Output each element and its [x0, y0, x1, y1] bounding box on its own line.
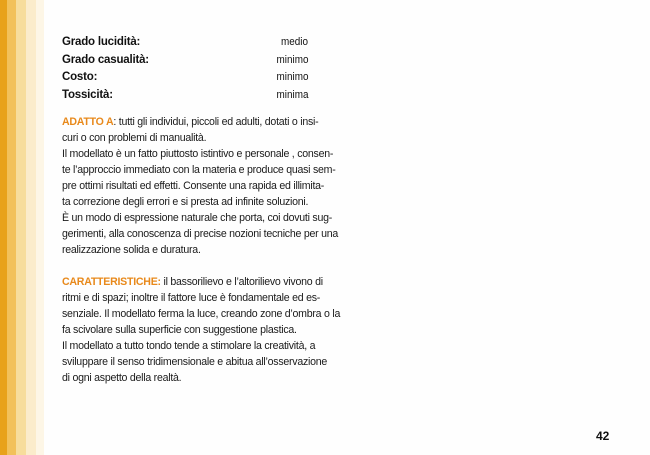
- text-line: realizzazione solida e duratura.: [62, 244, 201, 256]
- attribute-row: [62, 69, 308, 87]
- decorative-stripe: [7, 0, 16, 455]
- text-line: pre ottimi risultati ed effetti. Consente una rapida ed illimita-: [62, 180, 325, 192]
- decorative-stripe: [16, 0, 26, 455]
- attribute-row: [62, 34, 308, 52]
- attribute-value: minima: [276, 88, 308, 101]
- adatto-heading: ADATTO A: [62, 116, 114, 128]
- text-line: Il modellato è un fatto piuttosto istintivo e personale , consen-: [62, 148, 334, 160]
- text-line: sviluppare il senso tridimensionale e abitua all’osservazione: [62, 356, 328, 368]
- attribute-value: minimo: [276, 53, 308, 66]
- text-line: È un modo di espressione naturale che porta, coi dovuti sug-: [62, 212, 333, 224]
- attribute-label: Grado lucidità:: [62, 36, 141, 48]
- decorative-stripe: [0, 0, 7, 455]
- attribute-label: Costo:: [62, 71, 98, 83]
- caratteristiche-heading: CARATTERISTICHE:: [62, 276, 161, 288]
- attribute-row: [62, 52, 308, 70]
- text-line: ta correzione degli errori e si presta ad infinite soluzioni.: [62, 196, 309, 208]
- attribute-value: medio: [281, 36, 308, 48]
- text-line: CARATTERISTICHE: il bassorilievo e l’altorilievo vivono di: [62, 276, 323, 288]
- attribute-label: Grado casualità:: [62, 53, 149, 66]
- caratteristiche-paragraph: [62, 274, 341, 386]
- attribute-label: Tossicità:: [62, 88, 113, 101]
- text-line: fa scivolare sulla superficie con suggestione plastica.: [62, 324, 297, 336]
- text-line: te l’approccio immediato con la materia e produce quasi sem-: [62, 164, 336, 176]
- text-line: di ogni aspetto della realtà.: [62, 372, 182, 384]
- attribute-value: minimo: [276, 71, 308, 83]
- text-line: ADATTO A: tutti gli individui, piccoli ed adulti, dotati o insi-: [62, 116, 319, 128]
- text-line: senziale. Il modellato ferma la luce, creando zone d’ombra o la: [62, 308, 341, 320]
- decorative-stripe: [26, 0, 36, 455]
- decorative-stripe: [36, 0, 44, 455]
- page-number: 42: [596, 429, 610, 443]
- attribute-row: [62, 87, 308, 105]
- attributes-list: [62, 34, 308, 104]
- text-line: curi o con problemi di manualità.: [62, 132, 207, 144]
- text-line: ritmi e di spazi; inoltre il fattore luce è fondamentale ed es-: [62, 292, 321, 304]
- text-line: gerimenti, alla conoscenza di precise nozioni tecniche per una: [62, 228, 338, 240]
- text-line: Il modellato a tutto tondo tende a stimolare la creatività, a: [62, 340, 316, 352]
- adatto-paragraph: [62, 114, 338, 258]
